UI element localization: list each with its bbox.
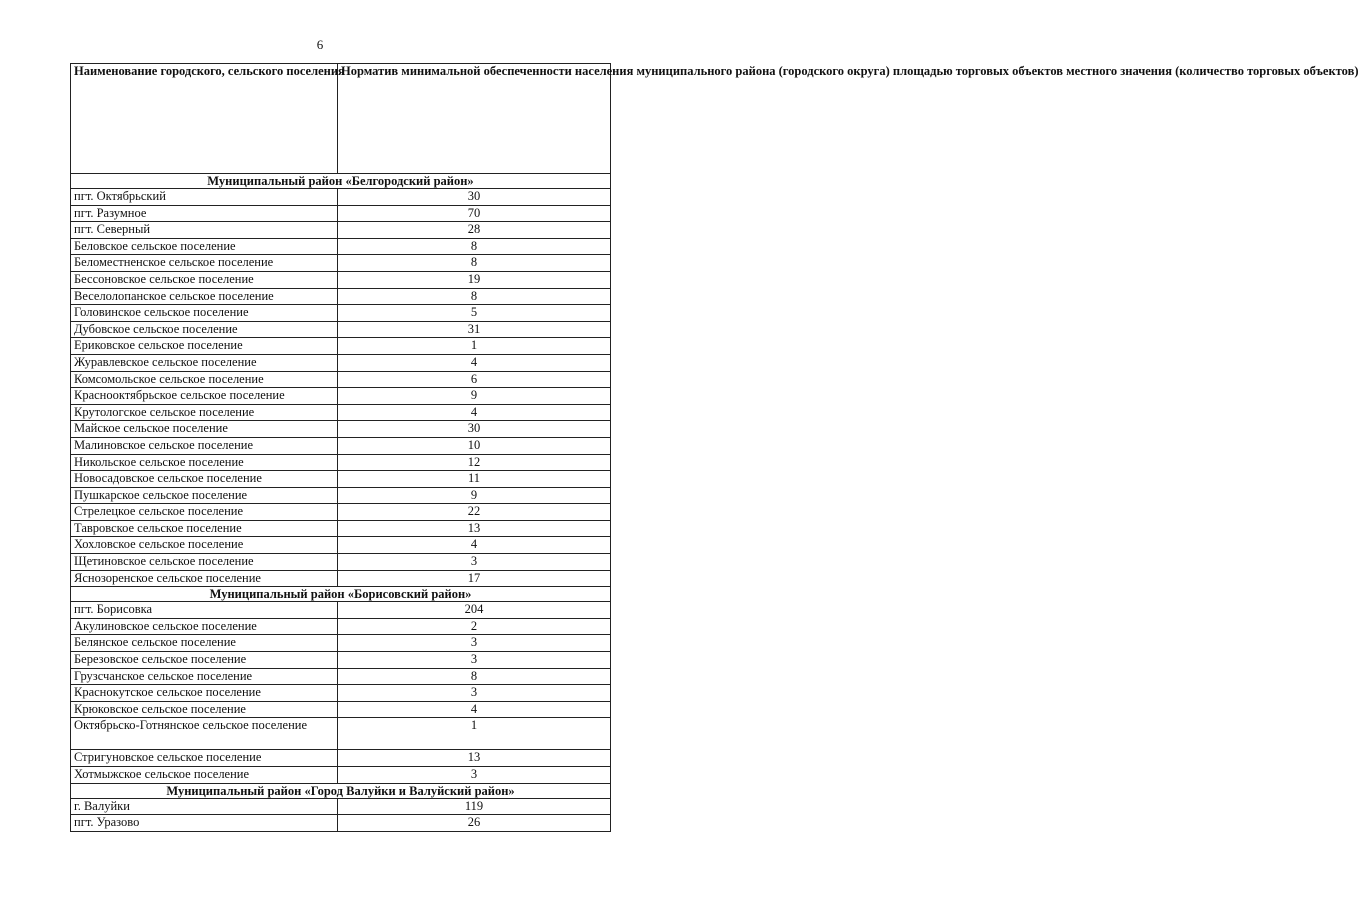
header-settlement-name: Наименование городского, сельского поселения <box>71 64 338 174</box>
norm-value: 8 <box>338 238 611 255</box>
table-row <box>71 238 611 255</box>
norm-value: 6 <box>338 371 611 388</box>
norm-value: 9 <box>338 388 611 405</box>
settlement-name: Головинское сельское поселение <box>71 305 338 322</box>
settlement-name: пгт. Разумное <box>71 205 338 222</box>
norm-value: 11 <box>338 471 611 488</box>
settlement-name: Белянское сельское поселение <box>71 635 338 652</box>
district-title: Муниципальный район «Борисовский район» <box>71 587 611 602</box>
norm-value: 8 <box>338 255 611 272</box>
settlement-name: Стригуновское сельское поселение <box>71 750 338 767</box>
settlement-name: Тавровское сельское поселение <box>71 520 338 537</box>
table-row <box>71 701 611 718</box>
settlement-name: Крутологское сельское поселение <box>71 404 338 421</box>
table-row <box>71 815 611 832</box>
settlement-name: Щетиновское сельское поселение <box>71 554 338 571</box>
settlement-name: пгт. Северный <box>71 222 338 239</box>
table-row <box>71 404 611 421</box>
settlement-name: Хохловское сельское поселение <box>71 537 338 554</box>
norm-value: 13 <box>338 520 611 537</box>
norm-value: 31 <box>338 321 611 338</box>
table-row <box>71 421 611 438</box>
table-row <box>71 205 611 222</box>
settlement-name: Дубовское сельское поселение <box>71 321 338 338</box>
district-heading-row <box>71 174 611 189</box>
norm-value: 3 <box>338 635 611 652</box>
settlement-name: Майское сельское поселение <box>71 421 338 438</box>
settlement-name: пгт. Борисовка <box>71 602 338 619</box>
settlement-name: Краснокутское сельское поселение <box>71 685 338 702</box>
page-number: 6 <box>316 37 324 52</box>
table-row <box>71 798 611 815</box>
district-title: Муниципальный район «Город Валуйки и Валуйский район» <box>71 783 611 798</box>
norm-value: 3 <box>338 652 611 669</box>
table-row <box>71 487 611 504</box>
table-row <box>71 437 611 454</box>
table-row <box>71 222 611 239</box>
norm-value: 22 <box>338 504 611 521</box>
table-row <box>71 321 611 338</box>
settlement-name: Новосадовское сельское поселение <box>71 471 338 488</box>
settlement-name: Стрелецкое сельское поселение <box>71 504 338 521</box>
norm-table <box>70 63 1359 832</box>
norm-value: 4 <box>338 354 611 371</box>
norm-value: 1 <box>338 338 611 355</box>
settlement-name: Беломестненское сельское поселение <box>71 255 338 272</box>
settlement-name: пгт. Уразово <box>71 815 338 832</box>
norm-value: 2 <box>338 618 611 635</box>
table-row <box>71 685 611 702</box>
norm-value: 10 <box>338 437 611 454</box>
norm-value: 12 <box>338 454 611 471</box>
settlement-name: Бессоновское сельское поселение <box>71 271 338 288</box>
norm-value: 4 <box>338 404 611 421</box>
district-title: Муниципальный район «Белгородский район» <box>71 174 611 189</box>
settlement-name: Малиновское сельское поселение <box>71 437 338 454</box>
settlement-name: пгт. Октябрьский <box>71 189 338 206</box>
settlement-name: Журавлевское сельское поселение <box>71 354 338 371</box>
settlement-name: Никольское сельское поселение <box>71 454 338 471</box>
norm-value: 17 <box>338 570 611 587</box>
table-row <box>71 570 611 587</box>
table-body <box>71 174 611 832</box>
table-row <box>71 668 611 685</box>
settlement-name: Октябрьско-Готнянское сельское поселение <box>71 718 338 750</box>
table-row <box>71 471 611 488</box>
settlement-name: Крюковское сельское поселение <box>71 701 338 718</box>
norm-value: 19 <box>338 271 611 288</box>
settlement-name: Пушкарское сельское поселение <box>71 487 338 504</box>
header-norm: Норматив минимальной обеспеченности населения муниципального района (городского округа) площадью торговых объектов местного значения (количество торговых объектов) <box>338 64 611 174</box>
norm-value: 8 <box>338 288 611 305</box>
table-row <box>71 454 611 471</box>
settlement-name: Беловское сельское поселение <box>71 238 338 255</box>
table-row <box>71 388 611 405</box>
district-heading-row <box>71 587 611 602</box>
table-row <box>71 271 611 288</box>
norm-value: 3 <box>338 767 611 784</box>
norm-value: 3 <box>338 685 611 702</box>
table-row <box>71 338 611 355</box>
table-row <box>71 520 611 537</box>
norm-value: 1 <box>338 718 611 750</box>
norm-value: 4 <box>338 537 611 554</box>
norm-value: 204 <box>338 602 611 619</box>
settlement-name: Хотмыжское сельское поселение <box>71 767 338 784</box>
norm-value: 3 <box>338 554 611 571</box>
norm-value: 13 <box>338 750 611 767</box>
table-row <box>71 635 611 652</box>
norm-value: 5 <box>338 305 611 322</box>
settlement-name: Грузсчанское сельское поселение <box>71 668 338 685</box>
settlement-name: Веселолопанское сельское поселение <box>71 288 338 305</box>
settlement-name: Ериковское сельское поселение <box>71 338 338 355</box>
settlement-name: г. Валуйки <box>71 798 338 815</box>
table-row <box>71 537 611 554</box>
settlement-name: Краснооктябрьское сельское поселение <box>71 388 338 405</box>
table-row <box>71 288 611 305</box>
table-row <box>71 354 611 371</box>
settlement-name: Яснозоренское сельское поселение <box>71 570 338 587</box>
table-row <box>71 305 611 322</box>
table-row <box>71 554 611 571</box>
district-heading-row <box>71 783 611 798</box>
table-row <box>71 189 611 206</box>
norm-value: 119 <box>338 798 611 815</box>
norm-value: 30 <box>338 189 611 206</box>
norm-value: 8 <box>338 668 611 685</box>
norm-value: 4 <box>338 701 611 718</box>
settlement-name: Акулиновское сельское поселение <box>71 618 338 635</box>
norm-value: 26 <box>338 815 611 832</box>
table-row <box>71 504 611 521</box>
table-row <box>71 718 611 750</box>
settlement-name: Комсомольское сельское поселение <box>71 371 338 388</box>
table-row <box>71 652 611 669</box>
settlement-name: Березовское сельское поселение <box>71 652 338 669</box>
table-row <box>71 767 611 784</box>
table-row <box>71 371 611 388</box>
table-row <box>71 618 611 635</box>
table-header-row <box>71 64 611 174</box>
table-row <box>71 750 611 767</box>
table-row <box>71 602 611 619</box>
norm-value: 28 <box>338 222 611 239</box>
table-row <box>71 255 611 272</box>
norm-value: 9 <box>338 487 611 504</box>
norm-value: 70 <box>338 205 611 222</box>
norm-value: 30 <box>338 421 611 438</box>
